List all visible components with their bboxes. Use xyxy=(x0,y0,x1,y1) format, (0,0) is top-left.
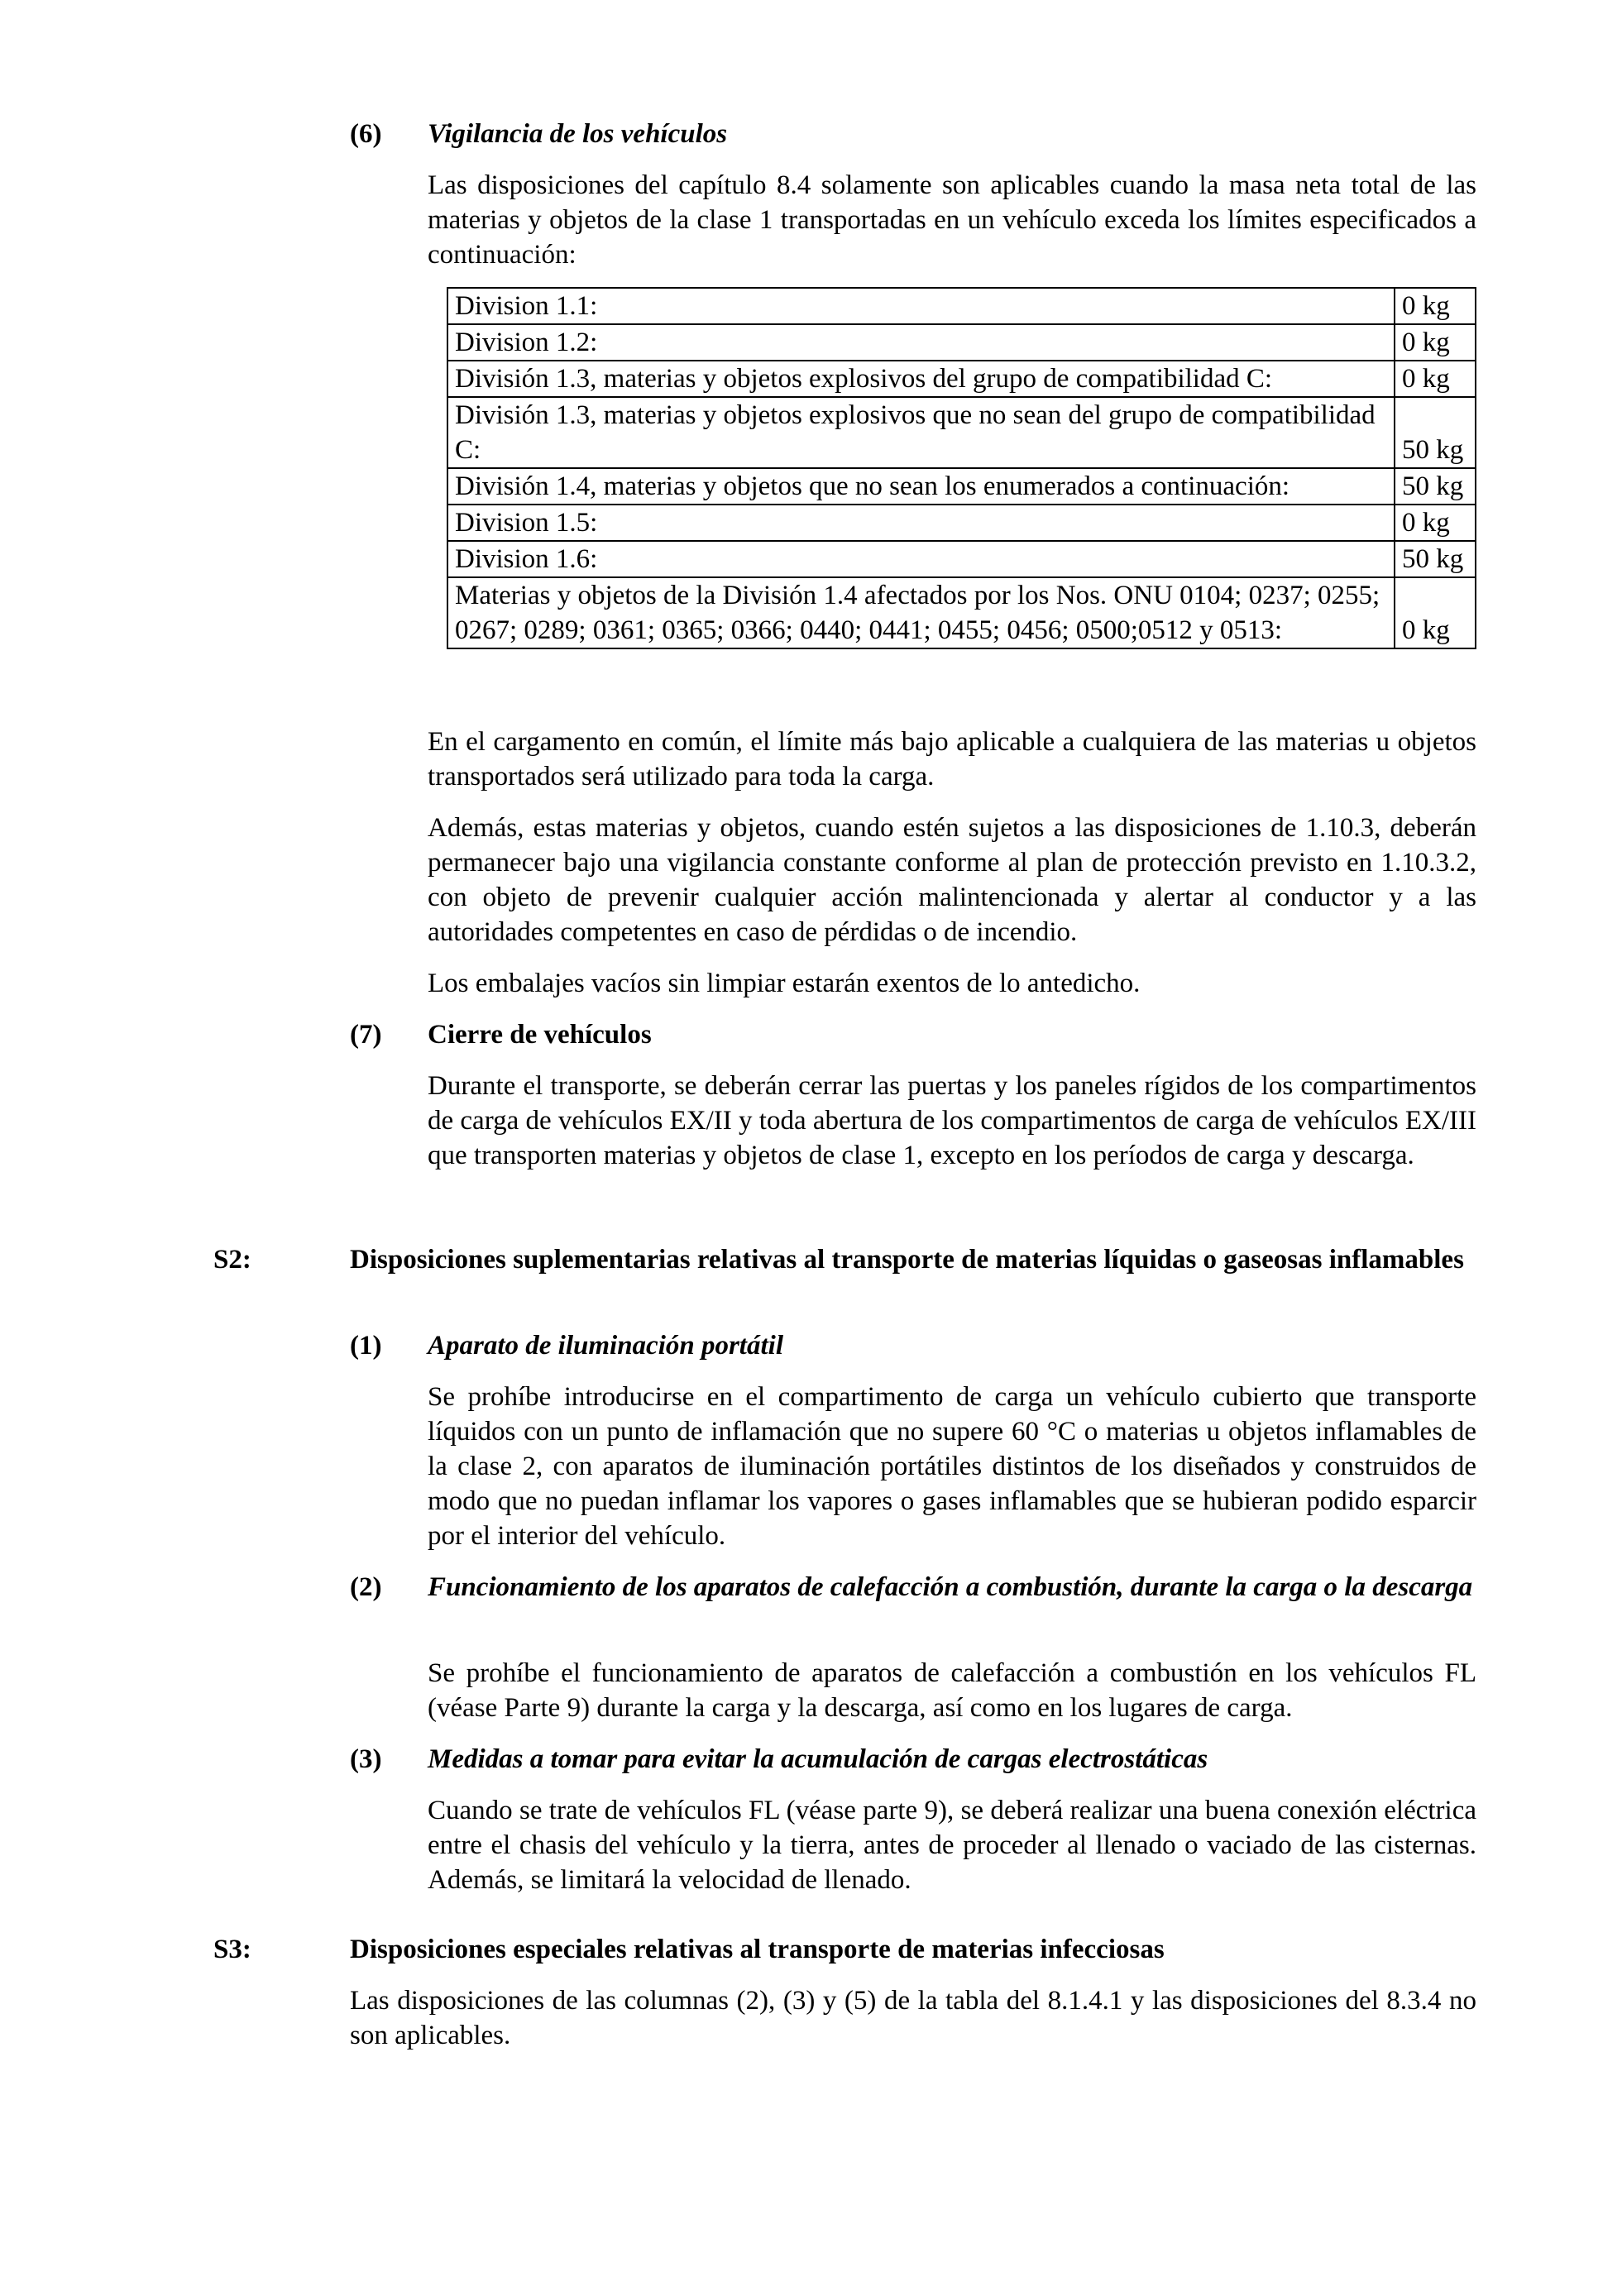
division-value: 0 kg xyxy=(1395,324,1476,361)
division-value: 0 kg xyxy=(1395,288,1476,324)
division-label: División 1.3, materias y objetos explosivos del grupo de compatibilidad C: xyxy=(447,361,1395,397)
division-label: Division 1.2: xyxy=(447,324,1395,361)
table-row xyxy=(447,541,1476,577)
s2-item-3-paragraph: Cuando se trate de vehículos FL (véase parte 9), se deberá realizar una buena conexión eléctrica entre el chasis del vehículo y la tierra, antes de proceder al llenado o vaciado de las cisternas. Además, se limitará la velocidad de llenado. xyxy=(428,1796,1476,1895)
s2-item-2-number: (2) xyxy=(350,1572,382,1602)
table-row xyxy=(447,324,1476,361)
s2-item-1-heading: Aparato de iluminación portátil xyxy=(428,1331,783,1361)
s2-code: S2: xyxy=(213,1245,251,1275)
table-row xyxy=(447,505,1476,541)
item-7-number: (7) xyxy=(350,1020,382,1050)
s2-item-3-number: (3) xyxy=(350,1744,382,1774)
item-6-paragraph-2: Además, estas materias y objetos, cuando estén sujetos a las disposiciones de 1.10.3, deberán permanecer bajo una vigilancia constante conforme al plan de protección previsto en 1.10.3.2, con objeto de prevenir cualquier acción malintencionada y alertar al conductor y a las autoridades competentes en caso de pérdidas o de incendio. xyxy=(428,813,1476,947)
item-6-heading: Vigilancia de los vehículos xyxy=(428,119,728,149)
division-limits-table xyxy=(447,287,1476,649)
table-row xyxy=(447,397,1476,468)
item-7-heading: Cierre de vehículos xyxy=(428,1020,652,1050)
division-value: 0 kg xyxy=(1395,505,1476,541)
division-value: 0 kg xyxy=(1395,577,1476,648)
division-value: 50 kg xyxy=(1395,468,1476,505)
table-row xyxy=(447,468,1476,505)
s2-heading: Disposiciones suplementarias relativas al transporte de materias líquidas o gaseosas inflamables xyxy=(350,1245,1464,1275)
s3-paragraph: Las disposiciones de las columnas (2), (3) y (5) de la tabla del 8.1.4.1 y las disposiciones del 8.3.4 no son aplicables. xyxy=(350,1986,1476,2050)
division-label: Materias y objetos de la División 1.4 afectados por los Nos. ONU 0104; 0237; 0255; 0267; 0289; 0361; 0365; 0366; 0440; 0441; 0455; 0456; 0500;0512 y 0513: xyxy=(447,577,1395,648)
division-label: División 1.4, materias y objetos que no sean los enumerados a continuación: xyxy=(447,468,1395,505)
s2-item-3-heading: Medidas a tomar para evitar la acumulación de cargas electrostáticas xyxy=(428,1744,1208,1774)
item-6-paragraph-3: Los embalajes vacíos sin limpiar estarán exentos de lo antedicho. xyxy=(428,969,1141,998)
division-label: Division 1.6: xyxy=(447,541,1395,577)
s3-code: S3: xyxy=(213,1935,251,1964)
s2-item-2-heading: Funcionamiento de los aparatos de calefacción a combustión, durante la carga o la descarga xyxy=(428,1572,1473,1602)
s3-heading: Disposiciones especiales relativas al transporte de materias infecciosas xyxy=(350,1935,1165,1964)
s2-item-2-paragraph: Se prohíbe el funcionamiento de aparatos de calefacción a combustión en los vehículos FL (véase Parte 9) durante la carga y la descarga, así como en los lugares de carga. xyxy=(428,1658,1476,1723)
table-row xyxy=(447,288,1476,324)
division-label: División 1.3, materias y objetos explosivos que no sean del grupo de compatibilidad C: xyxy=(447,397,1395,468)
item-6-intro: Las disposiciones del capítulo 8.4 solamente son aplicables cuando la masa neta total de las materias y objetos de la clase 1 transportadas en un vehículo exceda los límites especificados a continuación: xyxy=(428,170,1476,270)
division-label: Division 1.1: xyxy=(447,288,1395,324)
division-value: 0 kg xyxy=(1395,361,1476,397)
item-7-paragraph: Durante el transporte, se deberán cerrar las puertas y los paneles rígidos de los compartimentos de carga de vehículos EX/II y toda abertura de los compartimentos de carga de vehículos EX/III que transporten materias y objetos de clase 1, excepto en los períodos de carga y descarga. xyxy=(428,1071,1476,1170)
table-row xyxy=(447,361,1476,397)
s2-item-1-paragraph: Se prohíbe introducirse en el compartimento de carga un vehículo cubierto que transporte líquidos con un punto de inflamación que no supere 60 °C o materias u objetos inflamables de la clase 2, con aparatos de iluminación portátiles distintos de los diseñados y construidos de modo que no puedan inflamar los vapores o gases inflamables que se hubieran podido esparcir por el interior del vehículo. xyxy=(428,1382,1476,1551)
item-6-paragraph-1: En el cargamento en común, el límite más bajo aplicable a cualquiera de las materias u objetos transportados será utilizado para toda la carga. xyxy=(428,727,1476,792)
table-row xyxy=(447,577,1476,648)
division-label: Division 1.5: xyxy=(447,505,1395,541)
s2-item-1-number: (1) xyxy=(350,1331,382,1361)
division-value: 50 kg xyxy=(1395,397,1476,468)
item-6-number: (6) xyxy=(350,119,382,149)
division-value: 50 kg xyxy=(1395,541,1476,577)
